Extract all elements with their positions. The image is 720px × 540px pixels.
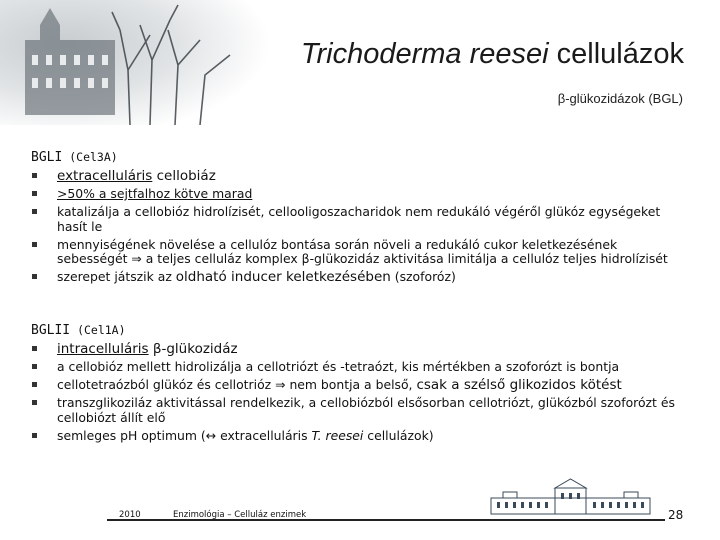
- list-item: >50% a sejtfalhoz kötve marad: [31, 187, 691, 202]
- footer-year: 2010: [119, 510, 141, 520]
- slide-subtitle: β-glükozidázok (BGL): [557, 91, 683, 106]
- bgl1-section: [31, 150, 691, 285]
- implies-arrow-icon: ⇒: [275, 377, 286, 392]
- list-item: transzglikoziláz aktivitással rendelkezik, a cellobiózból elsősorban cellotriózt, glükózból szoforózt és cellobiózt állít elő: [31, 396, 691, 425]
- list-item: cellotetraózból glükóz és cellotrióz ⇒ nem bontja a belső, csak a szélső glikozidos kötést: [31, 378, 691, 393]
- bullet-icon: [32, 191, 37, 196]
- bgl1-name: BGLI: [31, 150, 63, 165]
- bgl2-name: BGLII: [31, 323, 71, 338]
- double-arrow-icon: ↔: [205, 427, 217, 443]
- implies-arrow-icon: ⇒: [131, 251, 142, 266]
- list-item: szerepet játszik az oldható inducer keletkezésében (szoforóz): [31, 270, 691, 285]
- bgl2-heading: [31, 323, 691, 339]
- title-organism: Trichoderma reesei: [300, 38, 549, 70]
- list-item: intracelluláris β-glükozidáz: [31, 342, 691, 357]
- university-logo: [483, 478, 658, 520]
- bullet-icon: [32, 400, 37, 405]
- slide-title: [301, 38, 684, 71]
- bullet-icon: [32, 242, 37, 247]
- list-item: a cellobióz mellett hidrolizálja a cellotriózt és -tetraózt, kis mértékben a szoforózt is bontja: [31, 360, 691, 375]
- footer-course: Enzimológia – Celluláz enzimek: [173, 510, 307, 520]
- bullet-icon: [32, 173, 37, 178]
- list-item: mennyiségének növelése a cellulóz bontása során növeli a redukáló cukor keletkezésének sebességét ⇒ a teljes celluláz komplex β-glükozidáz aktivitása limitálja a cellulóz teljes hidrolízisét: [31, 238, 691, 267]
- bgl2-list: [31, 342, 691, 443]
- list-item: extracelluláris cellobiáz: [31, 169, 691, 184]
- bullet-icon: [32, 364, 37, 369]
- page-number: 28: [668, 508, 684, 522]
- title-rest: cellulázok: [548, 38, 684, 70]
- bullet-icon: [32, 274, 37, 279]
- bullet-icon: [32, 433, 37, 438]
- bullet-icon: [32, 382, 37, 387]
- bullet-icon: [32, 209, 37, 214]
- list-item: katalizálja a cellobióz hidrolízisét, cellooligoszacharidok nem redukáló végéről glükóz egységeket hasít le: [31, 205, 691, 234]
- building-photo: [0, 0, 270, 125]
- bgl2-section: [31, 323, 691, 443]
- bgl2-code: (Cel1A): [70, 323, 126, 337]
- list-item: semleges pH optimum (↔ extracelluláris T. reesei cellulázok): [31, 429, 691, 444]
- bgl1-list: [31, 169, 691, 285]
- bgl1-code: (Cel3A): [62, 150, 118, 164]
- bgl1-heading: [31, 150, 691, 166]
- bullet-icon: [32, 346, 37, 351]
